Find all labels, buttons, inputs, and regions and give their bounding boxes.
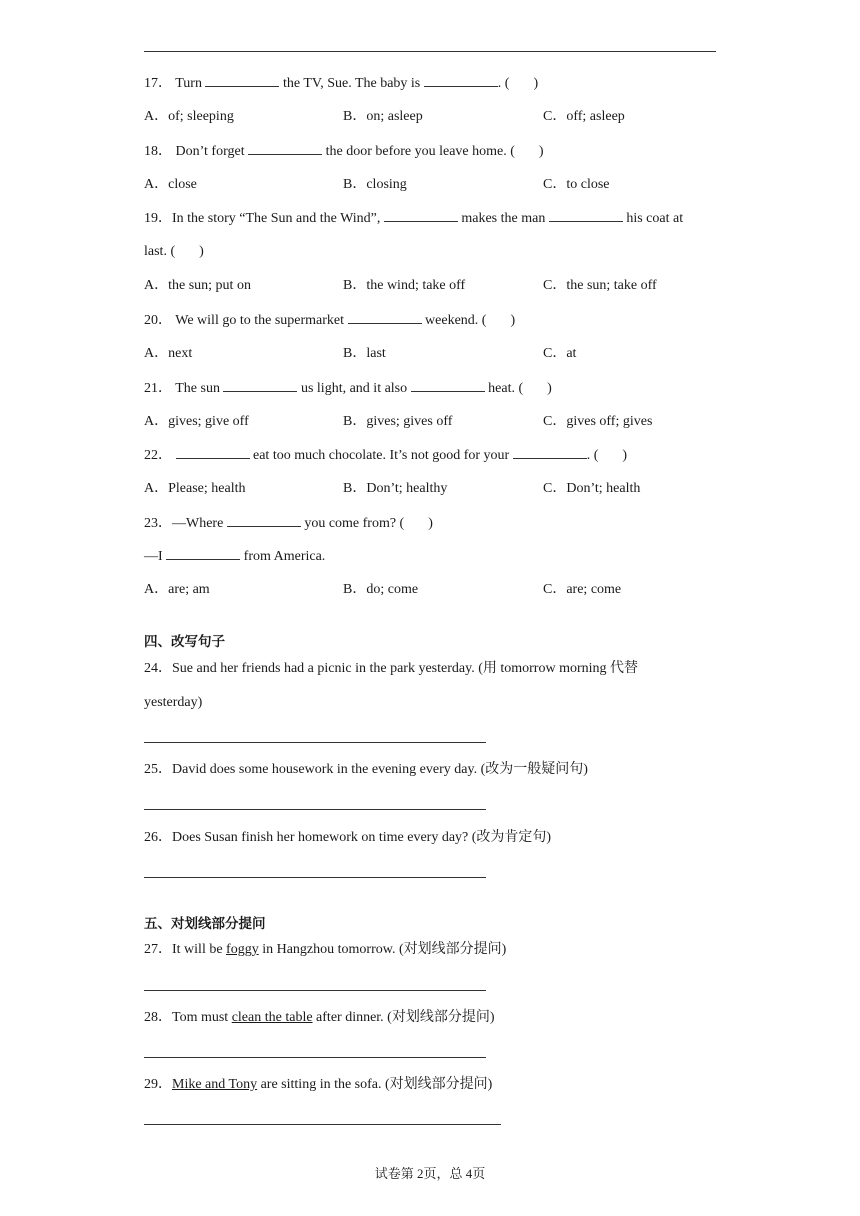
question-text: ) (533, 76, 539, 91)
question-text: . ( (586, 448, 599, 463)
question-number: 22． (144, 448, 172, 463)
option-a[interactable]: A．Please; health (144, 481, 246, 496)
underlined-part: foggy (226, 942, 259, 957)
question-22 (144, 446, 627, 465)
question-text: from America. (240, 549, 326, 564)
question-26 (144, 829, 551, 847)
question-number: 29． (144, 1077, 172, 1092)
question-17 (144, 74, 538, 93)
question-number: 21． (144, 381, 172, 396)
question-21 (144, 379, 552, 398)
question-number: 26． (144, 830, 172, 845)
question-number: 18． (144, 144, 172, 159)
option-a[interactable]: A．close (144, 177, 197, 192)
question-text: weekend. ( (421, 313, 487, 328)
question-number: 24． (144, 661, 172, 676)
question-number: 25． (144, 762, 172, 777)
option-a[interactable]: A．next (144, 346, 193, 361)
question-text: ) (428, 516, 433, 531)
option-c[interactable]: C．at (543, 346, 577, 361)
answer-blank[interactable] (348, 311, 422, 324)
question-text: heat. ( (484, 381, 524, 396)
question-19 (144, 209, 683, 228)
question-text: We will go to the supermarket (175, 313, 348, 328)
question-text: us light, and it also (297, 381, 411, 396)
answer-blank[interactable] (513, 446, 587, 459)
option-b[interactable]: B．on; asleep (343, 109, 423, 124)
question-text: the TV, Sue. The baby is (279, 76, 424, 91)
question-text: last. ( (144, 244, 176, 259)
question-24-continued: yesterday) (144, 695, 203, 710)
answer-line[interactable] (144, 990, 486, 991)
answer-blank[interactable] (205, 74, 279, 87)
question-23 (144, 514, 433, 533)
option-a[interactable]: A．are; am (144, 582, 210, 597)
question-text: Don’t forget (175, 144, 249, 159)
question-number: 23． (144, 516, 172, 531)
question-text: In the story “The Sun and the Wind”, (172, 211, 384, 226)
question-text: his coat at (622, 211, 684, 226)
answer-blank[interactable] (227, 514, 301, 527)
question-text: The sun (175, 381, 224, 396)
question-text: ) (199, 244, 204, 259)
question-20 (144, 311, 515, 330)
page-footer: 试卷第 2页，总 4页 (374, 1166, 486, 1181)
question-text: the door before you leave home. ( (322, 144, 515, 159)
answer-line[interactable] (144, 1124, 501, 1125)
section-title: 五、对划线部分提问 (144, 916, 266, 932)
question-number: 28． (144, 1010, 172, 1025)
answer-blank[interactable] (166, 547, 240, 560)
answer-blank[interactable] (223, 379, 297, 392)
option-b[interactable]: B．Don’t; healthy (343, 481, 448, 496)
question-29 (144, 1076, 492, 1094)
option-c[interactable]: C．to close (543, 177, 610, 192)
question-text: ) (510, 313, 516, 328)
question-text: ) (622, 448, 628, 463)
answer-blank[interactable] (549, 209, 623, 222)
question-text: Sue and her friends had a picnic in the park yesterday. (用 tomorrow morning 代替 (172, 661, 639, 676)
answer-blank[interactable] (176, 446, 250, 459)
question-text: makes the man (457, 211, 549, 226)
question-text: David does some housework in the evening every day. (改为一般疑问句) (172, 762, 588, 777)
option-a[interactable]: A．gives; give off (144, 414, 249, 429)
underlined-part: clean the table (231, 1010, 313, 1025)
option-c[interactable]: C．gives off; gives (543, 414, 653, 429)
option-b[interactable]: B．do; come (343, 582, 419, 597)
section-title: 四、改写句子 (144, 634, 225, 650)
option-a[interactable]: A．the sun; put on (144, 278, 251, 293)
question-text: Tom must (172, 1010, 232, 1025)
question-text: in Hangzhou tomorrow. (对划线部分提问) (258, 942, 507, 957)
question-text: . ( (497, 76, 510, 91)
option-a[interactable]: A．of; sleeping (144, 109, 234, 124)
option-b[interactable]: B．last (343, 346, 386, 361)
question-text: are sitting in the sofa. (对划线部分提问) (257, 1077, 493, 1092)
question-text: after dinner. (对划线部分提问) (312, 1010, 495, 1025)
option-b[interactable]: B．closing (343, 177, 407, 192)
underlined-part: Mike and Tony (172, 1077, 258, 1092)
answer-blank[interactable] (424, 74, 498, 87)
question-23-reply (144, 547, 325, 566)
question-text: ) (538, 144, 544, 159)
option-c[interactable]: C．Don’t; health (543, 481, 641, 496)
answer-blank[interactable] (411, 379, 485, 392)
question-19-continued (144, 243, 204, 261)
question-24 (144, 660, 638, 678)
option-c[interactable]: C．are; come (543, 582, 622, 597)
answer-line[interactable] (144, 809, 486, 810)
header-rule (144, 51, 716, 52)
answer-line[interactable] (144, 1057, 486, 1058)
question-text: It will be (172, 942, 227, 957)
option-b[interactable]: B．the wind; take off (343, 278, 466, 293)
answer-blank[interactable] (384, 209, 458, 222)
answer-blank[interactable] (248, 142, 322, 155)
question-18 (144, 142, 544, 161)
question-text: you come from? ( (300, 516, 405, 531)
answer-line[interactable] (144, 742, 486, 743)
question-number: 27． (144, 942, 172, 957)
question-text: eat too much chocolate. It’s not good for your (249, 448, 513, 463)
question-number: 19． (144, 211, 172, 226)
answer-line[interactable] (144, 877, 486, 878)
question-text: Does Susan finish her homework on time every day? (改为肯定句) (172, 830, 552, 845)
question-number: 17． (144, 76, 172, 91)
option-b[interactable]: B．gives; gives off (343, 414, 453, 429)
question-text: —I (144, 549, 167, 564)
question-text: ) (547, 381, 552, 396)
question-27 (144, 941, 506, 959)
question-text: —Where (172, 516, 227, 531)
question-text: Turn (175, 76, 206, 91)
question-28 (144, 1009, 495, 1027)
question-25 (144, 761, 588, 779)
question-number: 20． (144, 313, 172, 328)
option-c[interactable]: C．the sun; take off (543, 278, 657, 293)
option-c[interactable]: C．off; asleep (543, 109, 625, 124)
